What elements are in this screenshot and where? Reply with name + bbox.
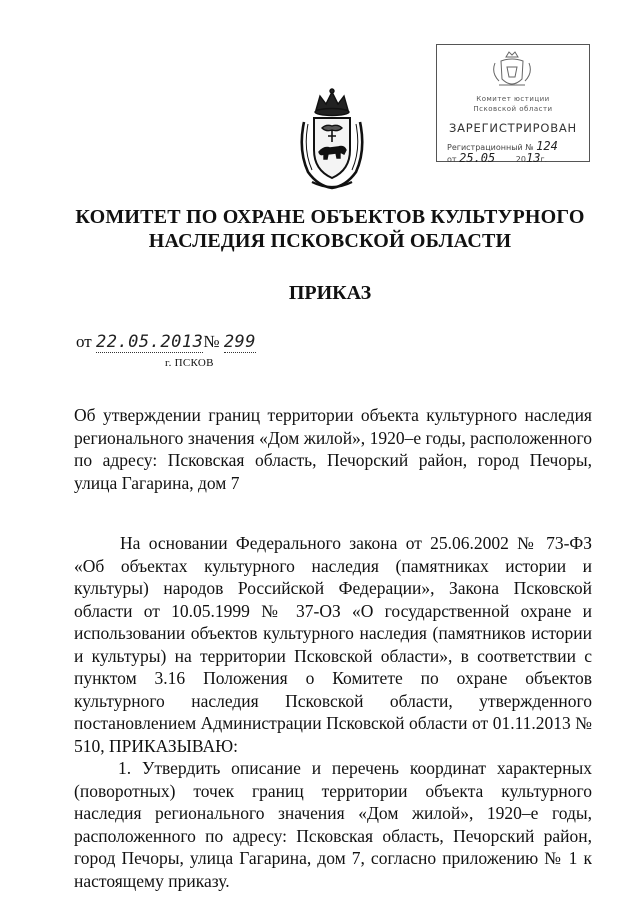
organization-title (60, 205, 600, 253)
stamp-date-day-month: 25.05 (459, 151, 496, 165)
stamp-authority-line1: Комитет юстиции (476, 95, 550, 103)
body-paragraph-2: 1. Утвердить описание и перечень координат характерных (поворотных) точек границ территории объекта культурного наследия регионального значения «Дом жилой», 1920–е годы, расположенного по адресу: Псковская область, Печорский район, город Печоры, улица Гагарина, дом 7, согласно приложению № 1 к настоящему приказу. (74, 758, 592, 891)
order-number-sign: № (203, 332, 220, 351)
order-city: г. ПСКОВ (165, 357, 214, 369)
stamp-date-year-prefix: 20 (515, 155, 526, 164)
stamp-date-row (447, 151, 547, 165)
stamp-reg-number: 124 (536, 139, 558, 153)
organization-title-line1: КОМИТЕТ ПО ОХРАНЕ ОБЪЕКТОВ КУЛЬТУРНОГО (75, 206, 585, 228)
order-date-prefix: от (76, 332, 92, 351)
order-date: 22.05.2013 (95, 332, 204, 352)
order-number: 299 (223, 332, 257, 352)
stamp-authority-line2: Псковской области (473, 105, 553, 113)
stamp-date-year: 13 (525, 151, 541, 165)
pskov-coat-of-arms-icon (294, 88, 370, 194)
registration-stamp (436, 44, 590, 165)
organization-title-line2: НАСЛЕДИЯ ПСКОВСКОЙ ОБЛАСТИ (148, 230, 512, 252)
body-paragraph-1: На основании Федерального закона от 25.06.2002 № 73-ФЗ «Об объектах культурного наследия (памятниках истории и культуры) народов Российской Федерации», Закона Псковской области от 10.05.1999 № 37-ОЗ «О государственной охране и использовании объектов культурного наследия (памятников истории и культуры) на территории Псковской области», в соответствии с пунктом 3.16 Положения о Комитете по охране объектов культурного наследия Псковской области, утвержденного постановлением Администрации Псковской области от 01.11.2013 № 510, ПРИКАЗЫВАЮ: (74, 533, 592, 756)
order-subject: Об утверждении границ территории объекта культурного наследия регионального значения «Дом жилой», 1920–е годы, расположенного по адресу: Псковская область, Печорский район, город Печоры, улица Гагарина, дом 7 (74, 405, 592, 493)
order-heading: ПРИКАЗ (288, 282, 372, 304)
order-date-number-line (76, 332, 256, 352)
order-body (74, 532, 592, 892)
stamp-date-prefix: от (447, 155, 457, 164)
coat-of-arms-seal-icon (489, 49, 535, 93)
stamp-date-suffix: г. (540, 155, 548, 164)
stamp-reg-label: Регистрационный № (447, 143, 534, 152)
stamp-registered-label: ЗАРЕГИСТРИРОВАН (448, 121, 578, 135)
